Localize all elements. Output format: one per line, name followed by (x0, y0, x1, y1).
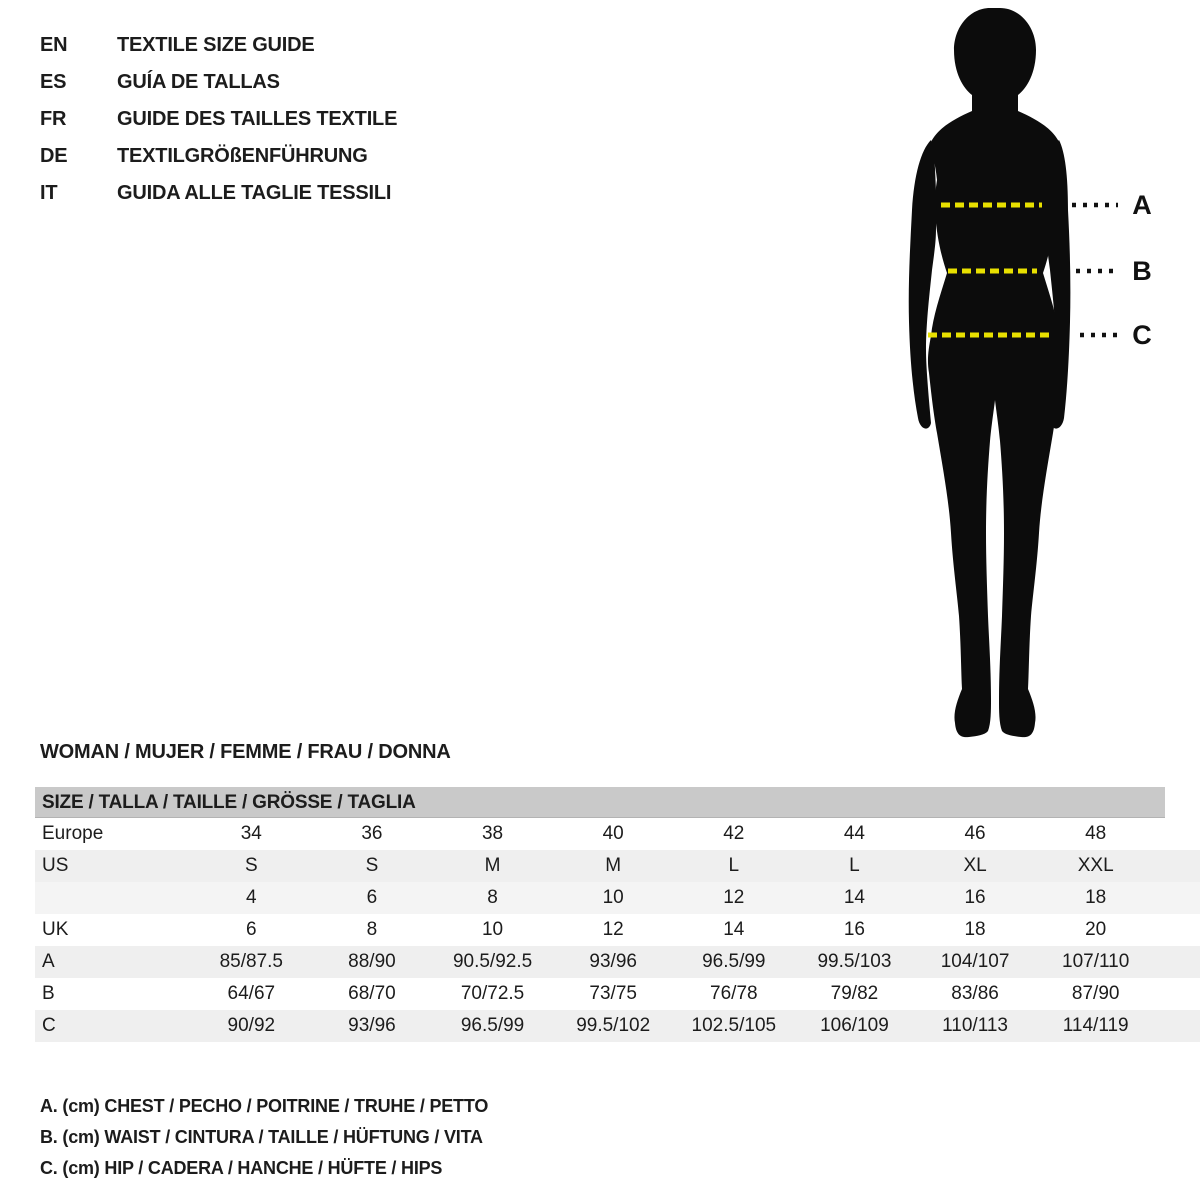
guide-title-fr: GUIDE DES TAILLES TEXTILE (117, 108, 398, 130)
size-cell: 8 (366, 919, 378, 940)
language-row-fr (40, 101, 397, 138)
size-cell: S (365, 855, 379, 876)
language-row-it (40, 175, 397, 212)
silhouette-body (928, 8, 1062, 737)
measurement-legend (40, 1091, 488, 1184)
size-cell: 8 (487, 887, 498, 908)
language-code: DE (40, 145, 68, 167)
size-cell: M (484, 855, 501, 876)
guide-title-en: TEXTILE SIZE GUIDE (117, 34, 315, 56)
legend-waist: B. (cm) WAIST / CINTURA / TAILLE / HÜFTUNG / VITA (40, 1127, 483, 1147)
size-table-header (35, 787, 1165, 818)
size-cell: 10 (481, 919, 504, 940)
language-row-de (40, 138, 397, 175)
size-cell: 110/113 (942, 1015, 1008, 1036)
row-label: B (42, 983, 55, 1004)
size-row-chest-a (35, 946, 1200, 978)
size-cell: 44 (843, 823, 865, 844)
size-cell: 12 (723, 887, 745, 908)
size-cell: 99.5/103 (817, 951, 892, 972)
size-cell: 96.5/99 (460, 1015, 525, 1036)
measure-label-waist: B (1132, 256, 1152, 286)
row-label: US (42, 855, 69, 876)
size-cell: 87/90 (1071, 983, 1120, 1004)
size-cell: 34 (240, 823, 262, 844)
guide-title-es: GUÍA DE TALLAS (117, 71, 280, 93)
size-cell: 6 (246, 919, 257, 940)
language-row-en (40, 27, 397, 64)
gender-heading: WOMAN / MUJER / FEMME / FRAU / DONNA (40, 741, 451, 763)
size-cell: 10 (602, 887, 624, 908)
row-label: C (42, 1015, 56, 1036)
size-cell: XL (963, 855, 987, 876)
language-title-block (40, 27, 397, 212)
size-row-uk (35, 914, 1200, 946)
language-code: FR (40, 108, 67, 130)
size-row-us-numeric (35, 882, 1200, 914)
size-table-header-label: SIZE / TALLA / TAILLE / GRÖSSE / TAGLIA (42, 792, 416, 813)
size-cell: 85/87.5 (219, 951, 284, 972)
size-cell: XXL (1077, 855, 1114, 876)
size-table (35, 787, 1200, 1042)
size-cell: 83/86 (951, 983, 999, 1004)
size-cell: 48 (1085, 823, 1107, 844)
size-cell: 104/107 (940, 951, 1010, 972)
size-cell: 102.5/105 (691, 1015, 777, 1036)
measure-label-chest: A (1132, 190, 1152, 220)
size-cell: 16 (964, 887, 986, 908)
size-cell: 64/67 (227, 983, 276, 1004)
language-code: EN (40, 34, 68, 56)
legend-hip: C. (cm) HIP / CADERA / HANCHE / HÜFTE / HIPS (40, 1158, 443, 1178)
size-row-europe (35, 818, 1200, 850)
size-cell: 96.5/99 (702, 951, 766, 972)
size-cell: 107/110 (1062, 951, 1130, 972)
language-row-es (40, 64, 397, 101)
size-cell: 70/72.5 (460, 983, 525, 1004)
language-code: ES (40, 71, 67, 93)
size-cell: 36 (361, 823, 383, 844)
size-cell: M (605, 855, 622, 876)
woman-silhouette-figure (890, 0, 1200, 740)
legend-chest: A. (cm) CHEST / PECHO / POITRINE / TRUHE / PETTO (40, 1096, 489, 1116)
size-cell: 93/96 (348, 1015, 396, 1036)
size-cell: 76/78 (710, 983, 758, 1004)
size-cell: 18 (964, 919, 986, 940)
guide-title-it: GUIDA ALLE TAGLIE TESSILI (117, 182, 392, 204)
size-cell: 18 (1085, 887, 1107, 908)
size-cell: L (849, 855, 860, 876)
size-cell: 90/92 (227, 1015, 276, 1036)
size-cell: 88/90 (348, 951, 396, 972)
size-cell: 79/82 (830, 983, 879, 1004)
language-code: IT (40, 182, 58, 204)
size-cell: 38 (481, 823, 504, 844)
size-cell: 12 (602, 919, 624, 940)
size-cell: 90.5/92.5 (452, 951, 533, 972)
size-cell: 68/70 (348, 983, 396, 1004)
size-row-us-letters (35, 850, 1200, 882)
size-cell: 6 (366, 887, 378, 908)
size-cell: 14 (843, 887, 865, 908)
size-cell: 40 (602, 823, 624, 844)
size-cell: 16 (843, 919, 865, 940)
size-row-hip-c (35, 1010, 1200, 1042)
size-cell: 99.5/102 (576, 1015, 651, 1036)
size-cell: 73/75 (589, 983, 637, 1004)
size-cell: L (728, 855, 740, 876)
size-cell: 20 (1085, 919, 1107, 940)
size-row-waist-b (35, 978, 1200, 1010)
size-cell: 106/109 (820, 1015, 889, 1036)
guide-title-de: TEXTILGRÖßENFÜHRUNG (117, 145, 368, 167)
size-cell: 14 (723, 919, 745, 940)
size-cell: 46 (964, 823, 986, 844)
size-cell: S (244, 855, 258, 876)
size-cell: 114/119 (1062, 1015, 1129, 1036)
size-cell: 93/96 (589, 951, 637, 972)
size-cell: 42 (723, 823, 745, 844)
measure-label-hip: C (1132, 320, 1152, 350)
row-label: UK (42, 919, 69, 940)
size-cell: 4 (246, 887, 257, 908)
row-label: Europe (42, 823, 104, 844)
row-label: A (42, 951, 55, 972)
